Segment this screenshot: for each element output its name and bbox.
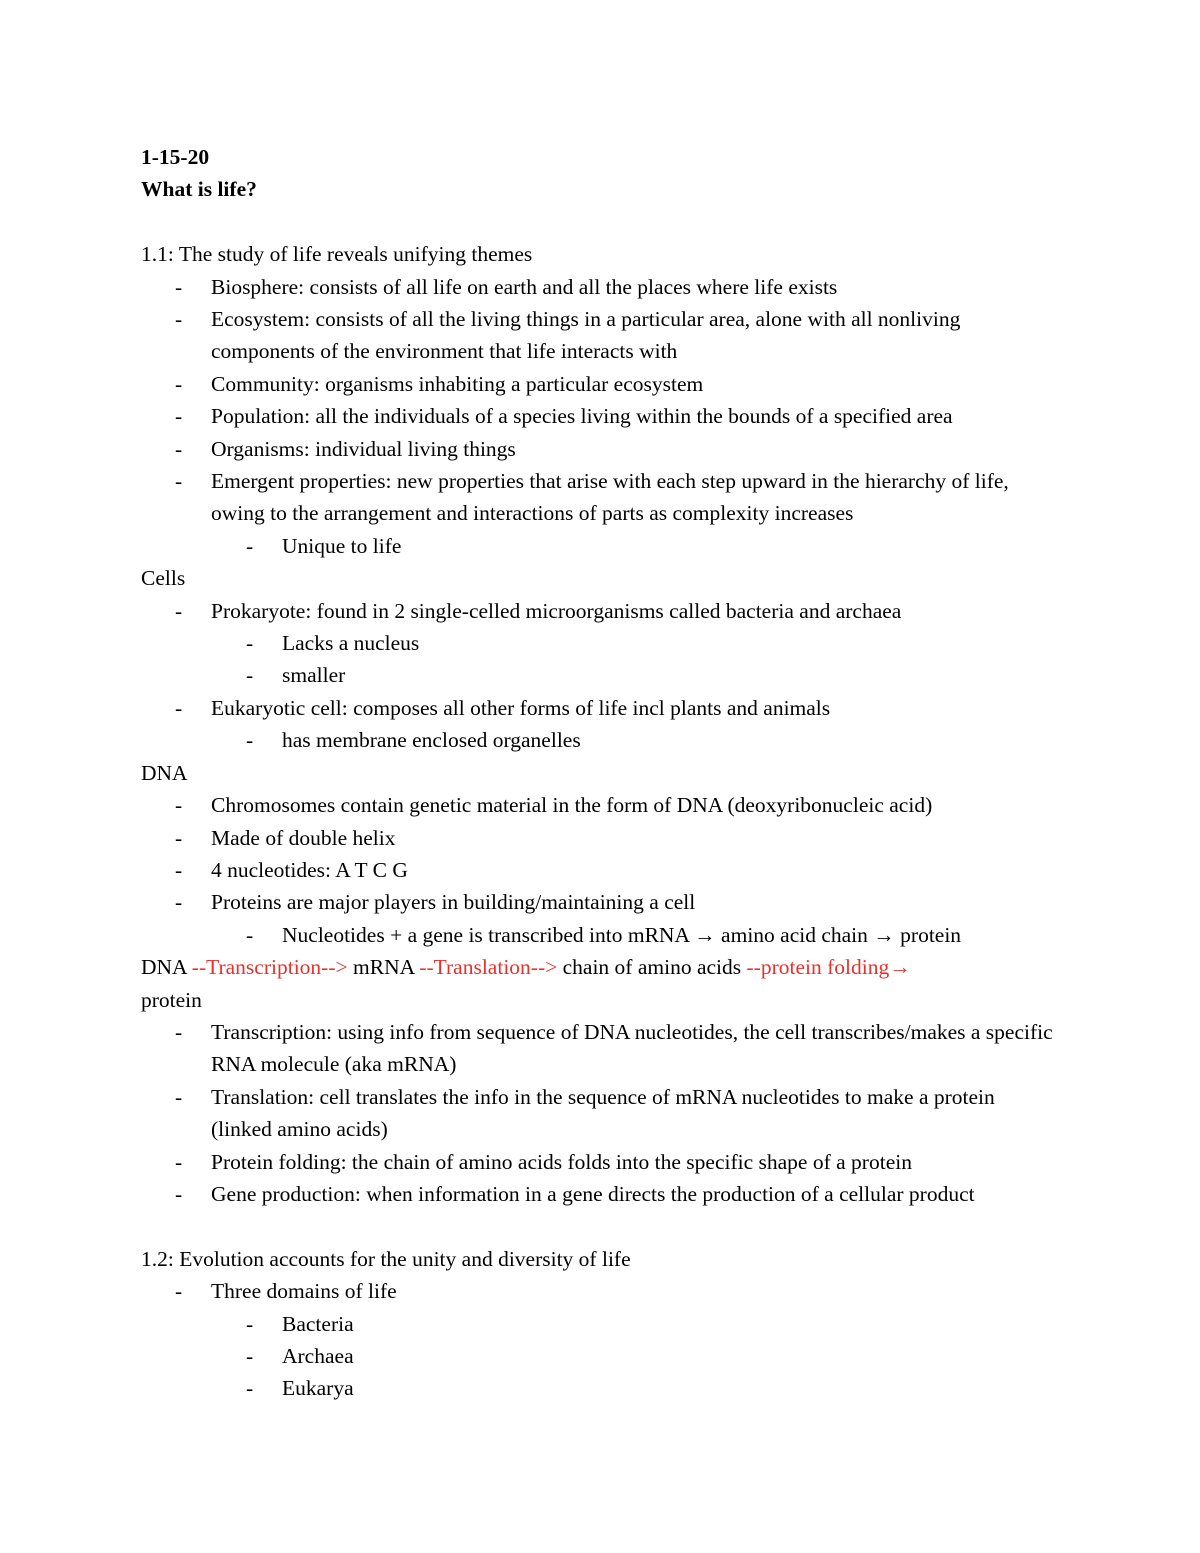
spacer bbox=[141, 1210, 1200, 1242]
bullet-dash: - bbox=[175, 598, 183, 623]
bullet-dash: - bbox=[175, 1279, 183, 1304]
bullet-dash: - bbox=[175, 404, 183, 429]
sub-list-item: - Unique to life bbox=[141, 530, 1132, 562]
bullet-dash: - bbox=[246, 728, 254, 753]
sub-list-item: - has membrane enclosed organelles bbox=[141, 724, 1132, 756]
bullet-dash: - bbox=[175, 1181, 183, 1206]
bullet-dash: - bbox=[175, 857, 183, 882]
bullet-dash: - bbox=[246, 1344, 254, 1368]
bullet-dash: - bbox=[175, 371, 183, 396]
bullet-dash: - bbox=[175, 695, 183, 720]
sub-list-item: - smaller bbox=[141, 659, 1132, 691]
bullet-dash: - bbox=[246, 1311, 254, 1336]
flow-dna: DNA bbox=[141, 955, 192, 980]
list-item: - Proteins are major players in building/maintaining a cell bbox=[141, 886, 1061, 918]
list-item: - Ecosystem: consists of all the living things in a particular area, alone with all nonliving components of the environment that life interacts with bbox=[141, 303, 1061, 368]
bullet-dash: - bbox=[175, 1149, 183, 1174]
bullet-dash: - bbox=[175, 890, 183, 915]
sub-list-item: - Lacks a nucleus bbox=[141, 627, 1132, 659]
flow-transcription-arrow: --Transcription--> bbox=[191, 955, 348, 980]
sub-list-item: - Archaea bbox=[141, 1340, 1132, 1372]
bullet-dash: - bbox=[175, 274, 183, 299]
section-heading-1-2: 1.2: Evolution accounts for the unity and diversity of life bbox=[141, 1246, 631, 1271]
bullet-dash: - bbox=[246, 631, 254, 656]
sub-list-item: - Nucleotides + a gene is transcribed into mRNA → amino acid chain → protein bbox=[141, 919, 1132, 951]
list-item: - Three domains of life bbox=[141, 1275, 1061, 1307]
list-item: - Emergent properties: new properties that arise with each step upward in the hierarchy of life, owing to the arrangement and interactions of parts as complexity increases bbox=[141, 465, 1061, 530]
list-item: - Organisms: individual living things bbox=[141, 433, 1061, 465]
list-item: - 4 nucleotides: A T C G bbox=[141, 854, 1061, 886]
list-item: - Translation: cell translates the info in the sequence of mRNA nucleotides to make a protein (linked amino acids) bbox=[141, 1081, 1061, 1146]
flow-protein: protein bbox=[141, 987, 202, 1012]
spacer bbox=[141, 206, 1200, 238]
flow-translation-arrow: --Translation--> bbox=[419, 955, 558, 980]
list-item: - Prokaryote: found in 2 single-celled microorganisms called bacteria and archaea bbox=[141, 595, 1061, 627]
bullet-dash: - bbox=[175, 469, 183, 494]
section-heading-1-1: 1.1: The study of life reveals unifying themes bbox=[141, 242, 533, 267]
bullet-dash: - bbox=[175, 1084, 183, 1109]
list-item: - Community: organisms inhabiting a particular ecosystem bbox=[141, 368, 1061, 400]
bullet-dash: - bbox=[175, 307, 183, 332]
bullet-dash: - bbox=[246, 663, 254, 688]
list-item: - Gene production: when information in a gene directs the production of a cellular product bbox=[141, 1178, 1061, 1210]
page-title: What is life? bbox=[141, 177, 257, 202]
note-date: 1-15-20 bbox=[141, 145, 210, 169]
list-item: - Eukaryotic cell: composes all other forms of life incl plants and animals bbox=[141, 692, 1061, 724]
list-item: - Population: all the individuals of a species living within the bounds of a specified area bbox=[141, 400, 1061, 432]
list-item: - Protein folding: the chain of amino acids folds into the specific shape of a protein bbox=[141, 1146, 1061, 1178]
bullet-dash: - bbox=[175, 793, 183, 818]
section-heading-cells: Cells bbox=[141, 566, 186, 591]
section-heading-dna: DNA bbox=[141, 760, 188, 785]
bullet-dash: - bbox=[246, 1376, 254, 1401]
central-dogma-flow bbox=[141, 951, 1061, 1016]
bullet-dash: - bbox=[175, 436, 183, 461]
flow-chain: chain of amino acids bbox=[557, 955, 747, 980]
flow-mrna: mRNA bbox=[347, 955, 420, 980]
flow-folding-arrow: --protein folding→ bbox=[746, 955, 911, 980]
list-item: - Biosphere: consists of all life on earth and all the places where life exists bbox=[141, 271, 1061, 303]
bullet-dash: - bbox=[246, 922, 254, 947]
bullet-dash: - bbox=[246, 533, 254, 558]
sub-list-item: - Bacteria bbox=[141, 1308, 1132, 1340]
list-item: - Made of double helix bbox=[141, 822, 1061, 854]
bullet-dash: - bbox=[175, 825, 183, 850]
list-item: - Chromosomes contain genetic material in the form of DNA (deoxyribonucleic acid) bbox=[141, 789, 1061, 821]
sub-list-item: - Eukarya bbox=[141, 1372, 1132, 1404]
list-item: - Transcription: using info from sequence of DNA nucleotides, the cell transcribes/makes a specific RNA molecule (aka mRNA) bbox=[141, 1016, 1061, 1081]
bullet-dash: - bbox=[175, 1019, 183, 1044]
